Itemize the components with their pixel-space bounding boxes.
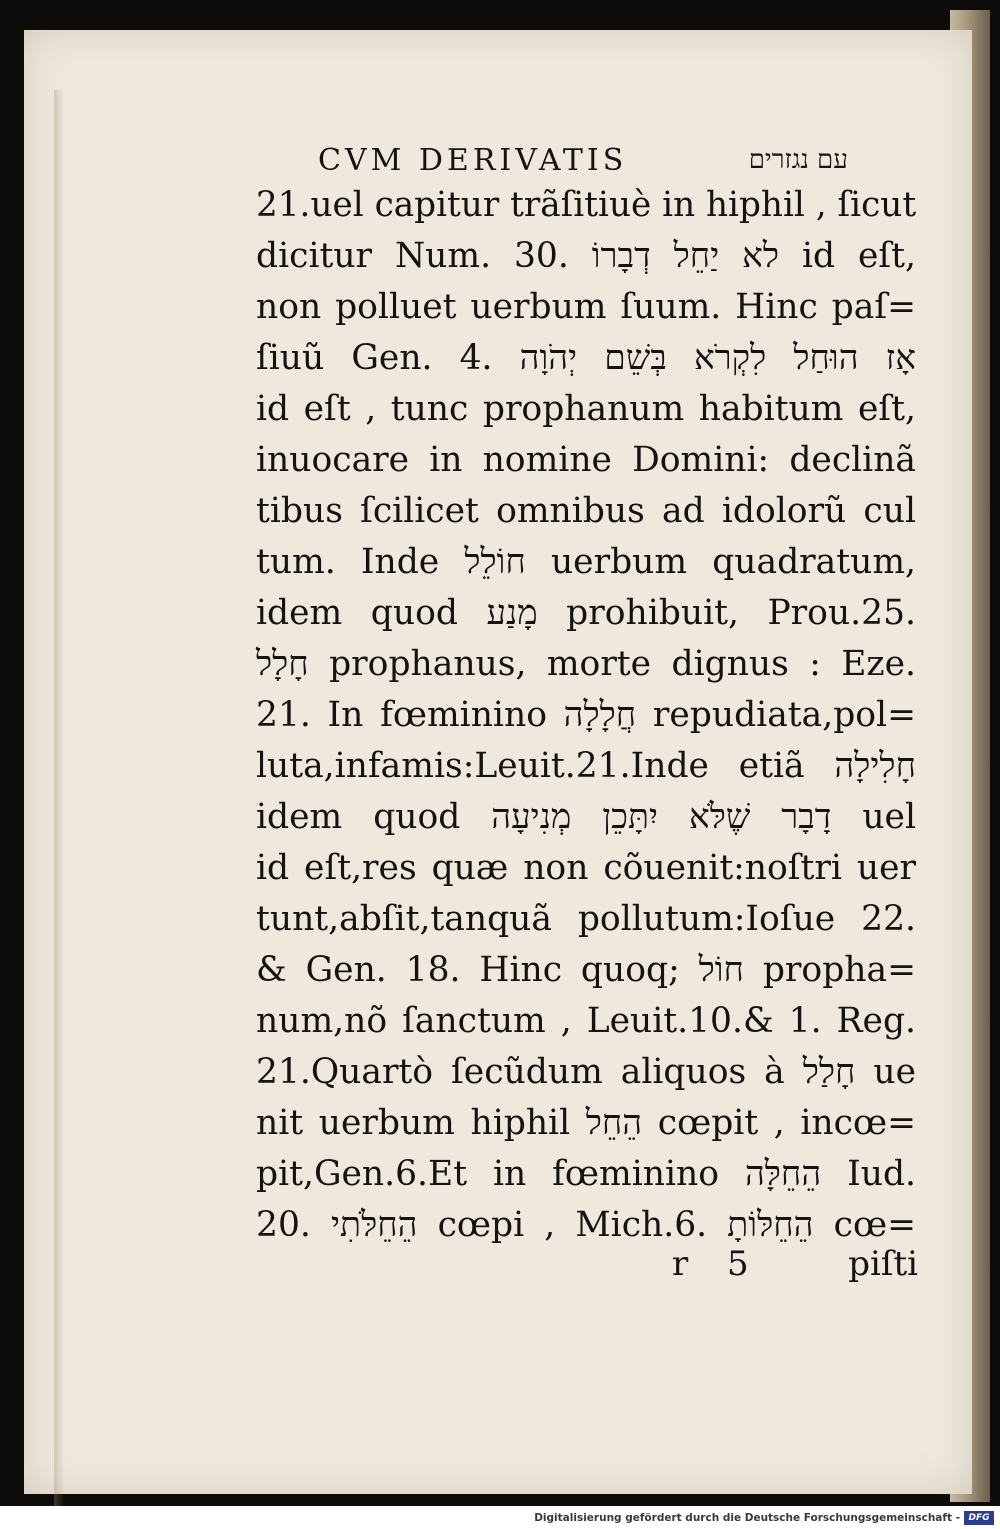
latin-text: 20. xyxy=(256,1205,331,1245)
text-line xyxy=(256,435,916,486)
hebrew-word: הֵחֵלּוֹתָ xyxy=(727,1205,814,1245)
running-head-hebrew: עם נגזרים xyxy=(748,145,848,175)
text-line xyxy=(256,486,916,537)
running-head-latin: CVM DERIVATIS xyxy=(318,142,628,178)
latin-text: propha= xyxy=(743,950,916,990)
text-line xyxy=(256,894,916,945)
hebrew-word: מָנַע xyxy=(486,593,538,633)
text-line xyxy=(256,639,916,690)
hebrew-word: חָלִילָה xyxy=(834,746,916,786)
latin-text: idem quod xyxy=(256,797,492,837)
dfg-logo: DFG xyxy=(964,1511,994,1525)
latin-text: num,nõ ſanctum , Leuit.10.& 1. Reg. xyxy=(256,1001,916,1041)
hebrew-word: אָז הוּחַל לִקְרֹא בְּשֵׁם יְהֹוָה xyxy=(519,338,916,378)
latin-text: cœ= xyxy=(813,1205,916,1245)
hebrew-word: חוֹלֵל xyxy=(464,542,526,582)
hebrew-word: הֵחֵלֹּתִי xyxy=(330,1205,418,1245)
latin-text: repudiata,pol= xyxy=(636,695,916,735)
text-line xyxy=(256,741,916,792)
hebrew-word: הֵחֵל xyxy=(585,1103,643,1143)
text-line xyxy=(256,537,916,588)
latin-text: inuocare in nomine Domini: declinã xyxy=(256,440,916,480)
hebrew-word: חָלָל xyxy=(256,644,309,684)
text-line xyxy=(256,792,916,843)
text-line xyxy=(256,231,916,282)
text-line xyxy=(256,945,916,996)
latin-text: non polluet uerbum ſuum. Hinc paſ= xyxy=(256,287,916,327)
text-line xyxy=(256,996,916,1047)
latin-text: ue xyxy=(855,1052,916,1092)
signature-mark: r 5 xyxy=(672,1244,763,1284)
latin-text: prophanus, morte dignus : Eze. xyxy=(308,644,916,684)
latin-text: cœpi , Mich.6. xyxy=(417,1205,728,1245)
text-line xyxy=(256,690,916,741)
latin-text: 21. In fœminino xyxy=(256,695,564,735)
latin-text: uerbum quadratum, xyxy=(525,542,916,582)
hebrew-word: דָבָר שֶׁלֹּא יִתָּכֵן מְנִיעָה xyxy=(491,797,832,837)
latin-text: tum. Inde xyxy=(256,542,465,582)
latin-text: pit,Gen.6.Et in fœminino xyxy=(256,1154,745,1194)
latin-text: idem quod xyxy=(256,593,487,633)
body-text xyxy=(256,180,916,1251)
latin-text: ſiuũ Gen. 4. xyxy=(256,338,520,378)
text-line xyxy=(256,282,916,333)
catchword: piſti xyxy=(848,1244,918,1284)
latin-text: uel xyxy=(831,797,917,837)
latin-text: tunt,abſit,tanquã pollutum:Ioſue 22. xyxy=(256,899,916,939)
hebrew-word: לא יַחֵל דְבָרוֹ xyxy=(591,236,780,276)
text-line xyxy=(256,1149,916,1200)
latin-text: id eſt,res quæ non cõuenit:noſtri uer xyxy=(256,848,916,888)
running-head xyxy=(318,140,848,180)
latin-text: nit uerbum hiphil xyxy=(256,1103,586,1143)
latin-text: tibus ſcilicet omnibus ad idolorũ cul xyxy=(256,491,916,531)
latin-text: Iud. xyxy=(821,1154,916,1194)
latin-text: 21.Quartò ſecũdum aliquos à xyxy=(256,1052,803,1092)
hebrew-word: חֲלָלָה xyxy=(563,695,637,735)
hebrew-word: חָלַל xyxy=(802,1052,856,1092)
text-line xyxy=(256,843,916,894)
page-fold-shadow xyxy=(54,90,64,1510)
text-line xyxy=(256,384,916,435)
latin-text: prohibuit, Prou.25. xyxy=(537,593,916,633)
latin-text: dicitur Num. 30. xyxy=(256,236,592,276)
catchline xyxy=(672,1244,922,1298)
text-line xyxy=(256,1047,916,1098)
hebrew-word: חוֹל xyxy=(698,950,744,990)
latin-text: luta,infamis:Leuit.21.Inde etiã xyxy=(256,746,835,786)
text-line xyxy=(256,588,916,639)
hebrew-word: הֵחֵלָּה xyxy=(744,1154,822,1194)
latin-text: id eſt, xyxy=(779,236,916,276)
latin-text: 21.uel capitur trãſitiuè in hiphil , ſicut xyxy=(256,185,917,225)
footer-credit: Digitalisierung gefördert durch die Deutsche Forschungsgemeinschaft - xyxy=(534,1511,960,1524)
latin-text: cœpit , incœ= xyxy=(642,1103,916,1143)
text-line xyxy=(256,1098,916,1149)
latin-text: & Gen. 18. Hinc quoq; xyxy=(256,950,699,990)
latin-text: id eſt , tunc prophanum habitum eſt, xyxy=(256,389,916,429)
text-line xyxy=(256,180,916,231)
text-line xyxy=(256,333,916,384)
footer-strip xyxy=(0,1506,1000,1529)
